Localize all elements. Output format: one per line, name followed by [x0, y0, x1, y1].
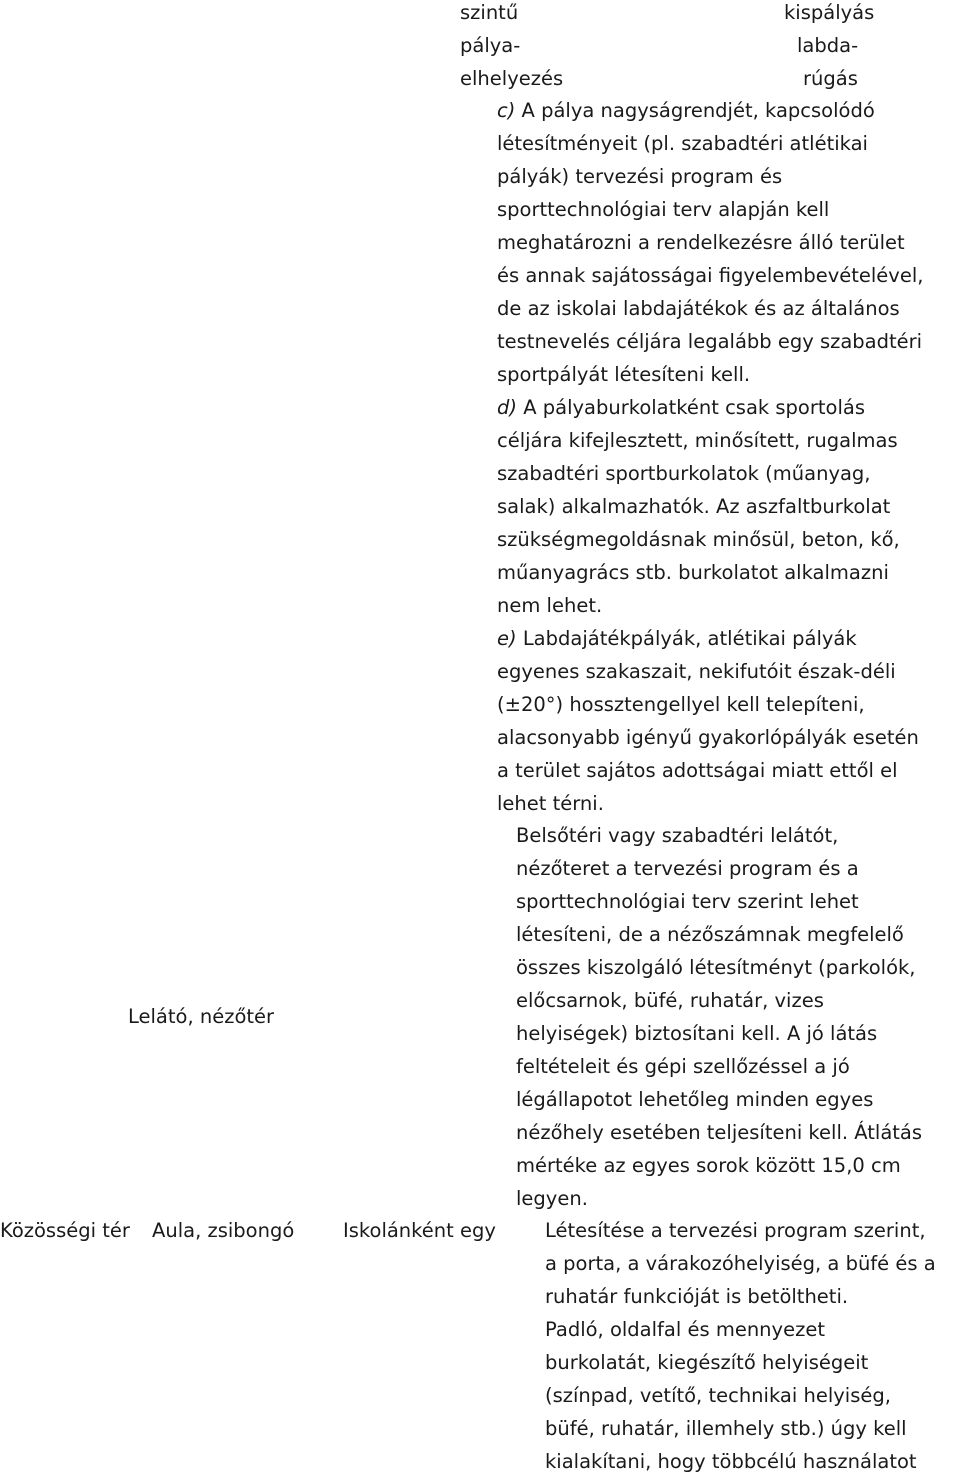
section-c — [497, 94, 923, 391]
section-e-line: egyenes szakaszait, nekifutóit észak-déli — [497, 660, 896, 683]
section-d-line: nem lehet. — [497, 594, 603, 617]
section-c-line: testnevelés céljára legalább egy szabadtéri — [497, 330, 923, 353]
section-c-line: sportpályát létesíteni kell. — [497, 363, 751, 386]
kozossegi-line: büfé, ruhatár, illemhely stb.) úgy kell — [545, 1417, 907, 1440]
section-c-line: c) A pálya nagyságrendjét, kapcsolódó — [497, 99, 875, 122]
section-c-line: létesítményeit (pl. szabadtéri atlétikai — [497, 132, 868, 155]
header-col2-line: kispályás — [784, 1, 875, 24]
section-e-line: lehet térni. — [497, 792, 604, 815]
lelato-line: nézőhely esetében teljesíteni kell. Átlátás — [516, 1121, 923, 1144]
lelato-line: előcsarnok, büfé, ruhatár, vizes — [516, 989, 824, 1012]
lelato-line: mértéke az egyes sorok között 15,0 cm — [516, 1154, 901, 1177]
section-d-line: d) A pályaburkolatként csak sportolás — [497, 396, 865, 419]
lelato-line: nézőteret a tervezési program és a — [516, 857, 859, 880]
kozossegi-description — [545, 1214, 936, 1478]
section-c-line: sporttechnológiai terv alapján kell — [497, 198, 830, 221]
lelato-line: feltételeit és gépi szellőzéssel a jó — [516, 1055, 850, 1078]
section-d — [497, 391, 900, 622]
section-d-line: salak) alkalmazhatók. Az aszfaltburkolat — [497, 495, 891, 518]
kozossegi-line: burkolatát, kiegészítő helyiségeit — [545, 1351, 869, 1374]
header-col1-line: elhelyezés — [460, 67, 564, 90]
header-col2 — [784, 0, 874, 95]
header-col1 — [460, 0, 563, 95]
section-e-line: a terület sajátos adottságai miatt ettől el — [497, 759, 898, 782]
section-d-label: d) — [497, 396, 517, 419]
row-col2-aula: Aula, zsibongó — [152, 1219, 295, 1242]
section-c-label: c) — [497, 99, 516, 122]
lelato-line: sporttechnológiai terv szerint lehet — [516, 890, 859, 913]
kozossegi-line: (színpad, vetítő, technikai helyiség, — [545, 1384, 891, 1407]
kozossegi-line: Létesítése a tervezési program szerint, — [545, 1219, 926, 1242]
header-col1-line: pálya- — [460, 34, 521, 57]
header-col2-line: labda- — [797, 34, 859, 57]
kozossegi-line: ruhatár funkcióját is betöltheti. — [545, 1285, 849, 1308]
row-label-lelato: Lelátó, nézőtér — [128, 1005, 275, 1028]
lelato-line: Belsőtéri vagy szabadtéri lelátót, — [516, 824, 839, 847]
header-col2-line: rúgás — [803, 67, 858, 90]
kozossegi-line: Padló, oldalfal és mennyezet — [545, 1318, 825, 1341]
kozossegi-line: kialakítani, hogy többcélú használatot — [545, 1450, 917, 1473]
section-e-line: (±20°) hossztengellyel kell telepíteni, — [497, 693, 865, 716]
section-c-line: pályák) tervezési program és — [497, 165, 783, 188]
header-col1-line: szintű — [460, 1, 519, 24]
section-e — [497, 622, 919, 820]
lelato-line: legyen. — [516, 1187, 588, 1210]
section-e-line: alacsonyabb igényű gyakorlópályák esetén — [497, 726, 919, 749]
lelato-line: helyiségek) biztosítani kell. A jó látás — [516, 1022, 878, 1045]
section-d-line: műanyagrács stb. burkolatot alkalmazni — [497, 561, 889, 584]
row-col3-quantity: Iskolánként egy — [343, 1219, 496, 1242]
section-d-line: szükségmegoldásnak minősül, beton, kő, — [497, 528, 900, 551]
section-d-line: szabadtéri sportburkolatok (műanyag, — [497, 462, 871, 485]
row-col1-kozossegi-ter: Közösségi tér — [0, 1219, 130, 1242]
section-c-line: meghatározni a rendelkezésre álló terület — [497, 231, 905, 254]
lelato-line: légállapotot lehetőleg minden egyes — [516, 1088, 874, 1111]
lelato-description — [516, 819, 922, 1215]
section-d-line: céljára kifejlesztett, minősített, rugalmas — [497, 429, 898, 452]
section-c-line: de az iskolai labdajátékok és az általános — [497, 297, 900, 320]
section-c-line: és annak sajátosságai figyelembevételével, — [497, 264, 924, 287]
lelato-line: összes kiszolgáló létesítményt (parkolók, — [516, 956, 916, 979]
section-e-label: e) — [497, 627, 517, 650]
section-e-line: e) Labdajátékpályák, atlétikai pályák — [497, 627, 857, 650]
lelato-line: létesíteni, de a nézőszámnak megfelelő — [516, 923, 904, 946]
kozossegi-line: a porta, a várakozóhelyiség, a büfé és a — [545, 1252, 936, 1275]
